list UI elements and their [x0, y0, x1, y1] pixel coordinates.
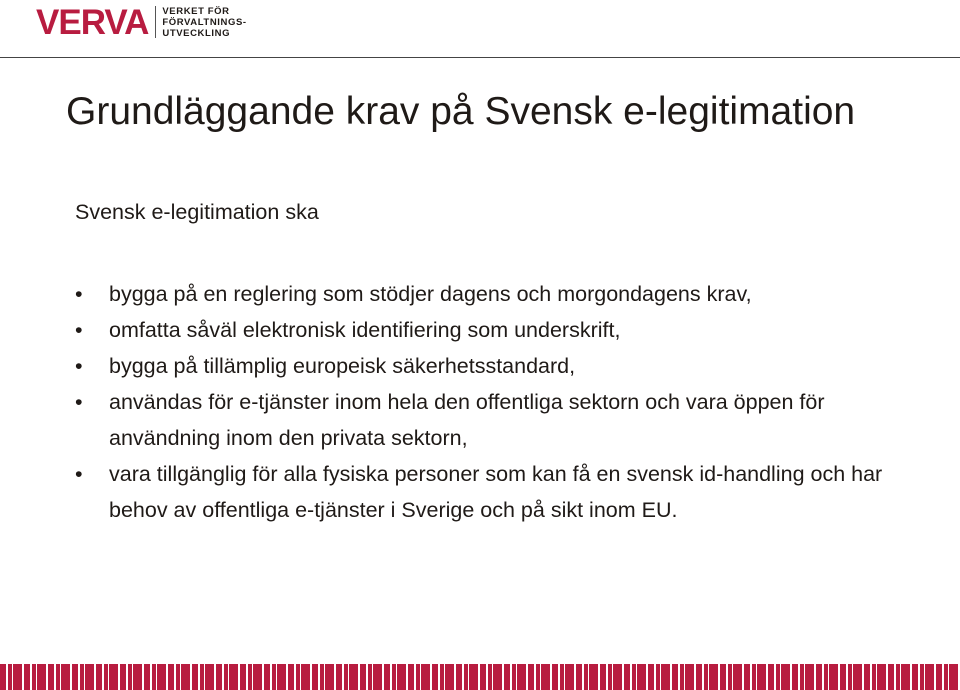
logo-tagline-line: FÖRVALTNINGS-	[162, 16, 247, 28]
bullet-item: • bygga på tillämplig europeisk säkerhetsstandard,	[75, 348, 915, 384]
verva-logo	[36, 4, 247, 40]
bullet-item: • användas för e-tjänster inom hela den offentliga sektorn och vara öppen för användning inom den privata sektorn,	[75, 384, 915, 456]
bullet-item: • vara tillgänglig för alla fysiska personer som kan få en svensk id-handling och har behov av offentliga e-tjänster i Sverige och på sikt inom EU.	[75, 456, 915, 528]
header-divider	[0, 57, 960, 58]
footer-pattern-band	[0, 664, 960, 690]
slide-intro: Svensk e-legitimation ska	[75, 200, 319, 224]
slide-title: Grundläggande krav på Svensk e-legitimation	[66, 90, 856, 133]
bullet-item: • bygga på en reglering som stödjer dagens och morgondagens krav,	[75, 276, 915, 312]
logo-tagline-line: VERKET FÖR	[162, 5, 230, 17]
bullet-item: • omfatta såväl elektronisk identifiering som underskrift,	[75, 312, 915, 348]
logo-wordmark: VERVA	[36, 2, 149, 42]
logo-divider	[155, 6, 156, 38]
logo-tagline-line: UTVECKLING	[162, 27, 231, 39]
logo-tagline	[162, 6, 246, 39]
bullet-list	[75, 276, 915, 528]
